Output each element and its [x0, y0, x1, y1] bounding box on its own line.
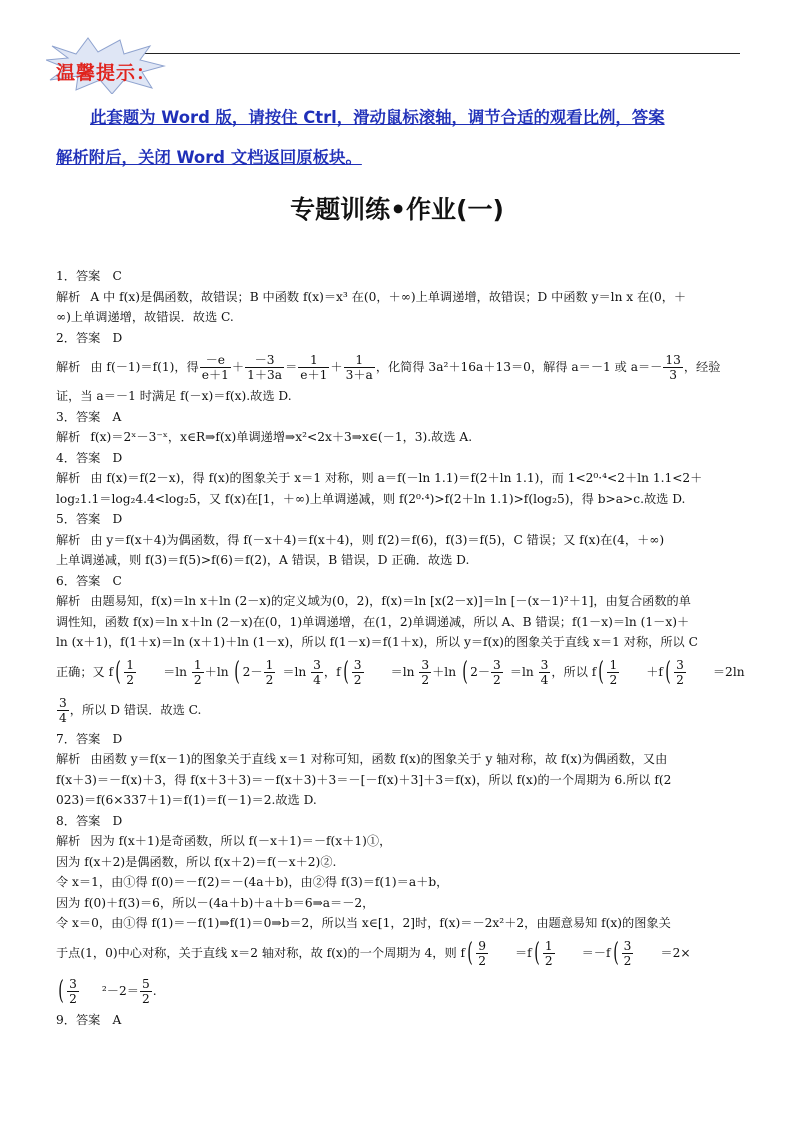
answer-label: 答案 — [75, 1012, 101, 1027]
analysis-2-line-1: 解析 由 f(－1)＝f(1)，得 $\frac{-e}{e+1}$ ＋ $\frac{-3}{1+3a}$ ＝ $\frac{1}{e+1}$ ＋ $\frac{1}{3+a}$ ，化简得 3a²＋16a＋13＝0，解得 a＝－1 或 a＝－ $\frac{13}{3}$ ，经验 — [56, 353, 721, 382]
analysis-4-line-2: log₂1.1＝log₂4.4<log₂5，又 f(x)在[1，＋∞)上单调递减，则 f(2⁰·⁴)>f(2＋ln 1.1)>f(log₂5)，得 b>a>c.故选 D. — [56, 491, 686, 506]
answer-label: 答案 — [75, 573, 101, 588]
answer-row-2: 2．答案 D — [56, 330, 123, 345]
analysis-8-line-4: 因为 f(0)＋f(3)＝6，所以－(4a＋b)＋a＋b＝6⇒a＝－2， — [56, 895, 375, 910]
analysis-8-line-2: 因为 f(x＋2)是偶函数，所以 f(x＋2)＝f(－x＋2)②. — [56, 854, 337, 869]
answer-value: C — [112, 573, 122, 588]
answer-label: 答案 — [75, 813, 101, 828]
analysis-label: 解析 — [56, 430, 81, 444]
analysis-5-line-2: 上单调递减，则 f(3)＝f(5)>f(6)＝f(2)，A 错误，B 错误，D 正确．故选 D. — [56, 553, 470, 567]
fraction: $\frac{-3}{1+3a}$ — [247, 353, 283, 382]
analysis-3-line-1: 解析 f(x)＝2ˣ－3⁻ˣ，x∈R⇒f(x)单调递增⇒x²<2x＋3⇒x∈(－1，3).故选 A. — [56, 430, 473, 444]
analysis-6-line-2: 调性知，函数 f(x)＝ln x＋ln (2－x)在(0，1)单调递增，在(1，2)单调递减，所以 A、B 错误；f(1－x)＝ln (1－x)＋ — [56, 614, 690, 629]
answer-value: D — [112, 450, 123, 465]
fraction: $\frac{-e}{e+1}$ — [201, 353, 229, 382]
analysis-7-line-3: 023)＝f(6×337＋1)＝f(1)＝f(－1)＝2.故选 D. — [56, 793, 317, 807]
answer-row-1: 1．答案 C — [56, 269, 122, 283]
fraction: $\frac{1}{3+a}$ — [345, 353, 373, 382]
page-title: 专题训练•作业(一) — [290, 195, 504, 224]
analysis-label: 解析 — [56, 834, 81, 848]
fraction: $\frac{13}{3}$ — [665, 353, 681, 382]
analysis-8-line-1: 解析 因为 f(x＋1)是奇函数，所以 f(－x＋1)＝－f(x＋1)①， — [56, 834, 392, 848]
answer-value: A — [112, 1012, 122, 1027]
answer-value: D — [112, 512, 123, 526]
answer-row-3: 3．答案 A — [56, 409, 122, 424]
analysis-7-line-2: f(x＋3)＝－f(x)＋3，得 f(x＋3＋3)＝－f(x＋3)＋3＝－[－f(x)＋3]＋3＝f(x)，所以 f(x)的一个周期为 6.所以 f(2 — [56, 772, 672, 787]
notice-line-2: 解析附后，关闭 Word 文档返回原板块。 — [56, 148, 362, 167]
analysis-8-line-6: 于点(1，0)中心对称，关于直线 x＝2 轴对称，故 f(x)的一个周期为 4，则 f( $\frac{9}{2}$ ＝f( $\frac{1}{2}$ ＝－f( $\frac{3}{2}$ ＝2× — [56, 938, 691, 968]
header-rule — [130, 53, 740, 54]
answer-label: 答案 — [75, 512, 101, 526]
answer-row-7: 7．答案 D — [56, 731, 123, 746]
analysis-label: 解析 — [56, 471, 81, 485]
fraction: $\frac{1}{e+1}$ — [300, 353, 328, 382]
answer-value: A — [112, 409, 122, 424]
analysis-6-line-4: 正确；又 f( $\frac{1}{2}$ ＝ln $\frac{1}{2}$ ＋ln ( 2－ $\frac{1}{2}$ ＝ln $\frac{3}{4}$ ，f( $\frac{3}{2}$ ＝ln $\frac{3}{2}$ ＋ln ( 2－ $\frac{3}{2}$ ＝ln $\frac{3}{4}$ ，所以 f( $\frac{1}{2}$ ＋f( $\frac{3}{2}$ ＝2ln — [56, 657, 745, 687]
notice — [56, 98, 742, 178]
analysis-1-line-1: 解析 A 中 f(x)是偶函数，故错误；B 中函数 f(x)＝x³ 在(0，＋∞)上单调递增，故错误；D 中函数 y＝ln x 在(0，＋ — [56, 289, 687, 304]
answer-value: C — [112, 269, 122, 283]
analysis-label: 解析 — [56, 289, 81, 304]
answer-row-9: 9．答案 A — [56, 1012, 122, 1027]
notice-line-1: 此套题为 Word 版，请按住 Ctrl，滑动鼠标滚轴，调节合适的观看比例，答案 — [90, 108, 665, 127]
answer-value: D — [112, 731, 123, 746]
analysis-4-line-1: 解析 由 f(x)＝f(2－x)，得 f(x)的图象关于 x＝1 对称，则 a＝f(－ln 1.1)＝f(2＋ln 1.1)，而 1<2⁰·⁴<2＋ln 1.1<2＋ — [56, 471, 703, 485]
answer-label: 答案 — [75, 450, 101, 465]
analysis-8-line-7: ( $\frac{3}{2}$ ²－2＝ $\frac{5}{2}$ . — [58, 976, 157, 1006]
analysis-7-line-1: 解析 由函数 y＝f(x－1)的图象关于直线 x＝1 对称可知，函数 f(x)的图象关于 y 轴对称，故 f(x)为偶函数，又由 — [56, 752, 668, 766]
answer-content — [56, 266, 745, 1030]
analysis-2-line-2: 证，当 a＝－1 时满足 f(－x)＝f(x).故选 D. — [56, 389, 292, 403]
analysis-1-line-2: ∞)上单调递增，故错误．故选 C. — [56, 310, 234, 324]
analysis-5-line-1: 解析 由 y＝f(x＋4)为偶函数，得 f(－x＋4)＝f(x＋4)，则 f(2)＝f(6)，f(3)＝f(5)，C 错误；又 f(x)在(4，＋∞) — [56, 532, 665, 547]
analysis-label: 解析 — [56, 360, 81, 374]
answer-value: D — [112, 330, 123, 345]
answer-row-8: 8．答案 D — [56, 813, 123, 828]
analysis-label: 解析 — [56, 594, 81, 608]
tip-label: 温馨提示： — [56, 62, 157, 84]
analysis-8-line-3: 令 x＝1，由①得 f(0)＝－f(2)＝－(4a＋b)，由②得 f(3)＝f(1)＝a＋b， — [56, 875, 449, 889]
analysis-6-line-3: ln (x＋1)，f(1＋x)＝ln (x＋1)＋ln (1－x)，所以 f(1－x)＝f(1＋x)，所以 y＝f(x)的图象关于直线 x＝1 对称，所以 C — [56, 635, 698, 649]
analysis-6-line-5: $\frac{3}{4}$ ，所以 D 错误．故选 C. — [59, 695, 202, 725]
answer-label: 答案 — [75, 269, 101, 283]
analysis-6-line-1: 解析 由题易知，f(x)＝ln x＋ln (2－x)的定义域为(0，2)，f(x)＝ln [x(2－x)]＝ln [－(x－1)²＋1]，由复合函数的单 — [56, 594, 691, 608]
answer-label: 答案 — [75, 409, 101, 424]
analysis-8-line-5: 令 x＝0，由①得 f(1)＝－f(1)⇒f(1)＝0⇒b＝2，所以当 x∈[1，2]时，f(x)＝－2x²＋2，由题意易知 f(x)的图象关 — [56, 916, 671, 930]
answer-row-5: 5．答案 D — [56, 512, 123, 526]
answer-label: 答案 — [75, 330, 101, 345]
analysis-label: 解析 — [56, 752, 81, 766]
answer-row-4: 4．答案 D — [56, 450, 123, 465]
answer-row-6: 6．答案 C — [56, 573, 122, 588]
analysis-label: 解析 — [56, 532, 81, 547]
answer-label: 答案 — [75, 731, 101, 746]
answer-value: D — [112, 813, 123, 828]
